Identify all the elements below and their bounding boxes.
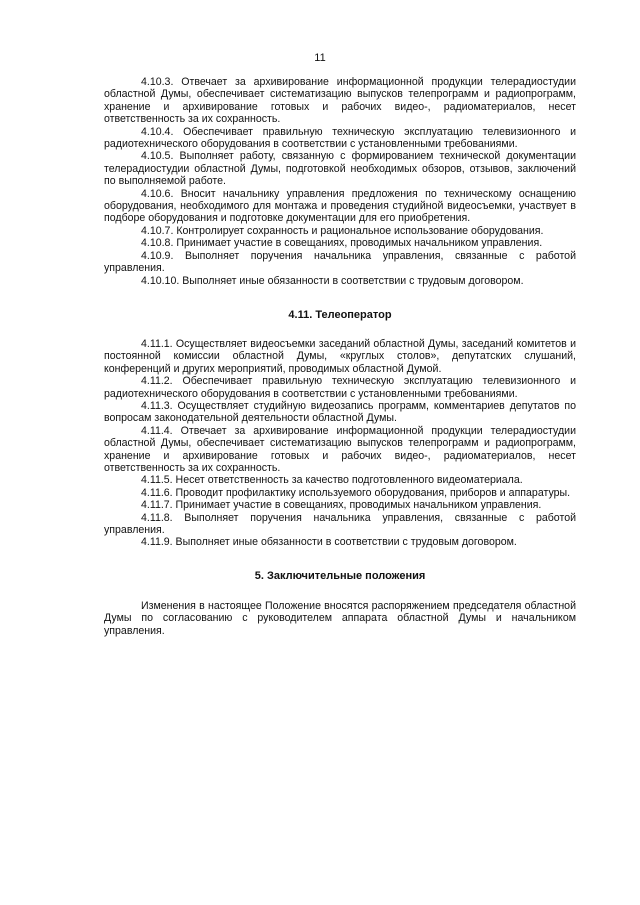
paragraph-4-11-8: 4.11.8. Выполняет поручения начальника управления, связанные с работой управления. [104, 511, 576, 536]
paragraph-4-11-3: 4.11.3. Осуществляет студийную видеозапись программ, комментариев депутатов по вопросам законодательной деятельности областной Думы. [104, 399, 576, 425]
paragraph-4-11-1: 4.11.1. Осуществляет видеосъемки заседаний областной Думы, заседаний комитетов и постоянной комиссии областной Думы, «круглых столов», депутатских слушаний, конференций и других мероприятий, проводимых областной Думой. [104, 337, 576, 375]
section-4-10-list [104, 76, 576, 287]
section-5-paragraph: Изменения в настоящее Положение вносятся распоряжением председателя областной Думы по согласованию с руководителем аппарата областной Думы и начальником управления. [104, 599, 576, 637]
paragraph-4-10-6: 4.10.6. Вносит начальнику управления предложения по техническому оснащению оборудования, необходимого для монтажа и проведения студийной видеосъемки, участвует в подборе оборудования и подготовке документации для его приобретения. [104, 187, 576, 225]
paragraph-4-11-9: 4.11.9. Выполняет иные обязанности в соответствии с трудовым договором. [141, 536, 517, 549]
paragraph-4-10-9: 4.10.9. Выполняет поручения начальника управления, связанные с работой управления. [104, 249, 576, 275]
page-number: 11 [314, 52, 326, 64]
document-body [104, 76, 576, 637]
paragraph-4-10-4: 4.10.4. Обеспечивает правильную техническую эксплуатацию телевизионного и радиотехнического оборудования в соответствии с установленными требованиями. [104, 125, 576, 151]
paragraph-4-10-7: 4.10.7. Контролирует сохранность и рациональное использование оборудования. [141, 224, 544, 237]
section-4-11-list [104, 338, 576, 549]
paragraph-4-10-3: 4.10.3. Отвечает за архивирование информационной продукции телерадиостудии областной Думы, обеспечивает систематизацию выпусков телепрограмм и радиопрограмм, хранение и архивирование готовых и рабочих видео-, радиоматериалов, несет ответственность за их сохранность. [104, 76, 576, 126]
paragraph-4-10-5: 4.10.5. Выполняет работу, связанную с формированием технической документации телерадиостудии областной Думы, подготовкой необходимых обзоров, отзывов, заключений по выполняемой работе. [104, 150, 576, 188]
paragraph-4-11-6: 4.11.6. Проводит профилактику используемого оборудования, приборов и аппаратуры. [141, 486, 571, 499]
paragraph-4-11-5: 4.11.5. Несет ответственность за качество подготовленного видеоматериала. [141, 474, 523, 487]
paragraph-4-10-8: 4.10.8. Принимает участие в совещаниях, проводимых начальником управления. [141, 237, 543, 250]
section-5-heading: 5. Заключительные положения [254, 569, 426, 582]
paragraph-4-11-7: 4.11.7. Принимает участие в совещаниях, проводимых начальником управления. [141, 499, 542, 512]
paragraph-4-11-2: 4.11.2. Обеспечивает правильную техническую эксплуатацию телевизионного и радиотехнического оборудования в соответствии с установленными требованиями. [104, 375, 576, 400]
paragraph-4-11-4: 4.11.4. Отвечает за архивирование информационной продукции телерадиостудии областной Думы, обеспечивает систематизацию выпусков телепрограмм и радиопрограмм, хранение и архивирование готовых и рабочих видео-, радиоматериалов, несет ответственность за их сохранность. [104, 424, 576, 474]
paragraph-4-10-10: 4.10.10. Выполняет иные обязанности в соответствии с трудовым договором. [141, 274, 524, 287]
section-4-11-heading: 4.11. Телеоператор [288, 308, 392, 321]
